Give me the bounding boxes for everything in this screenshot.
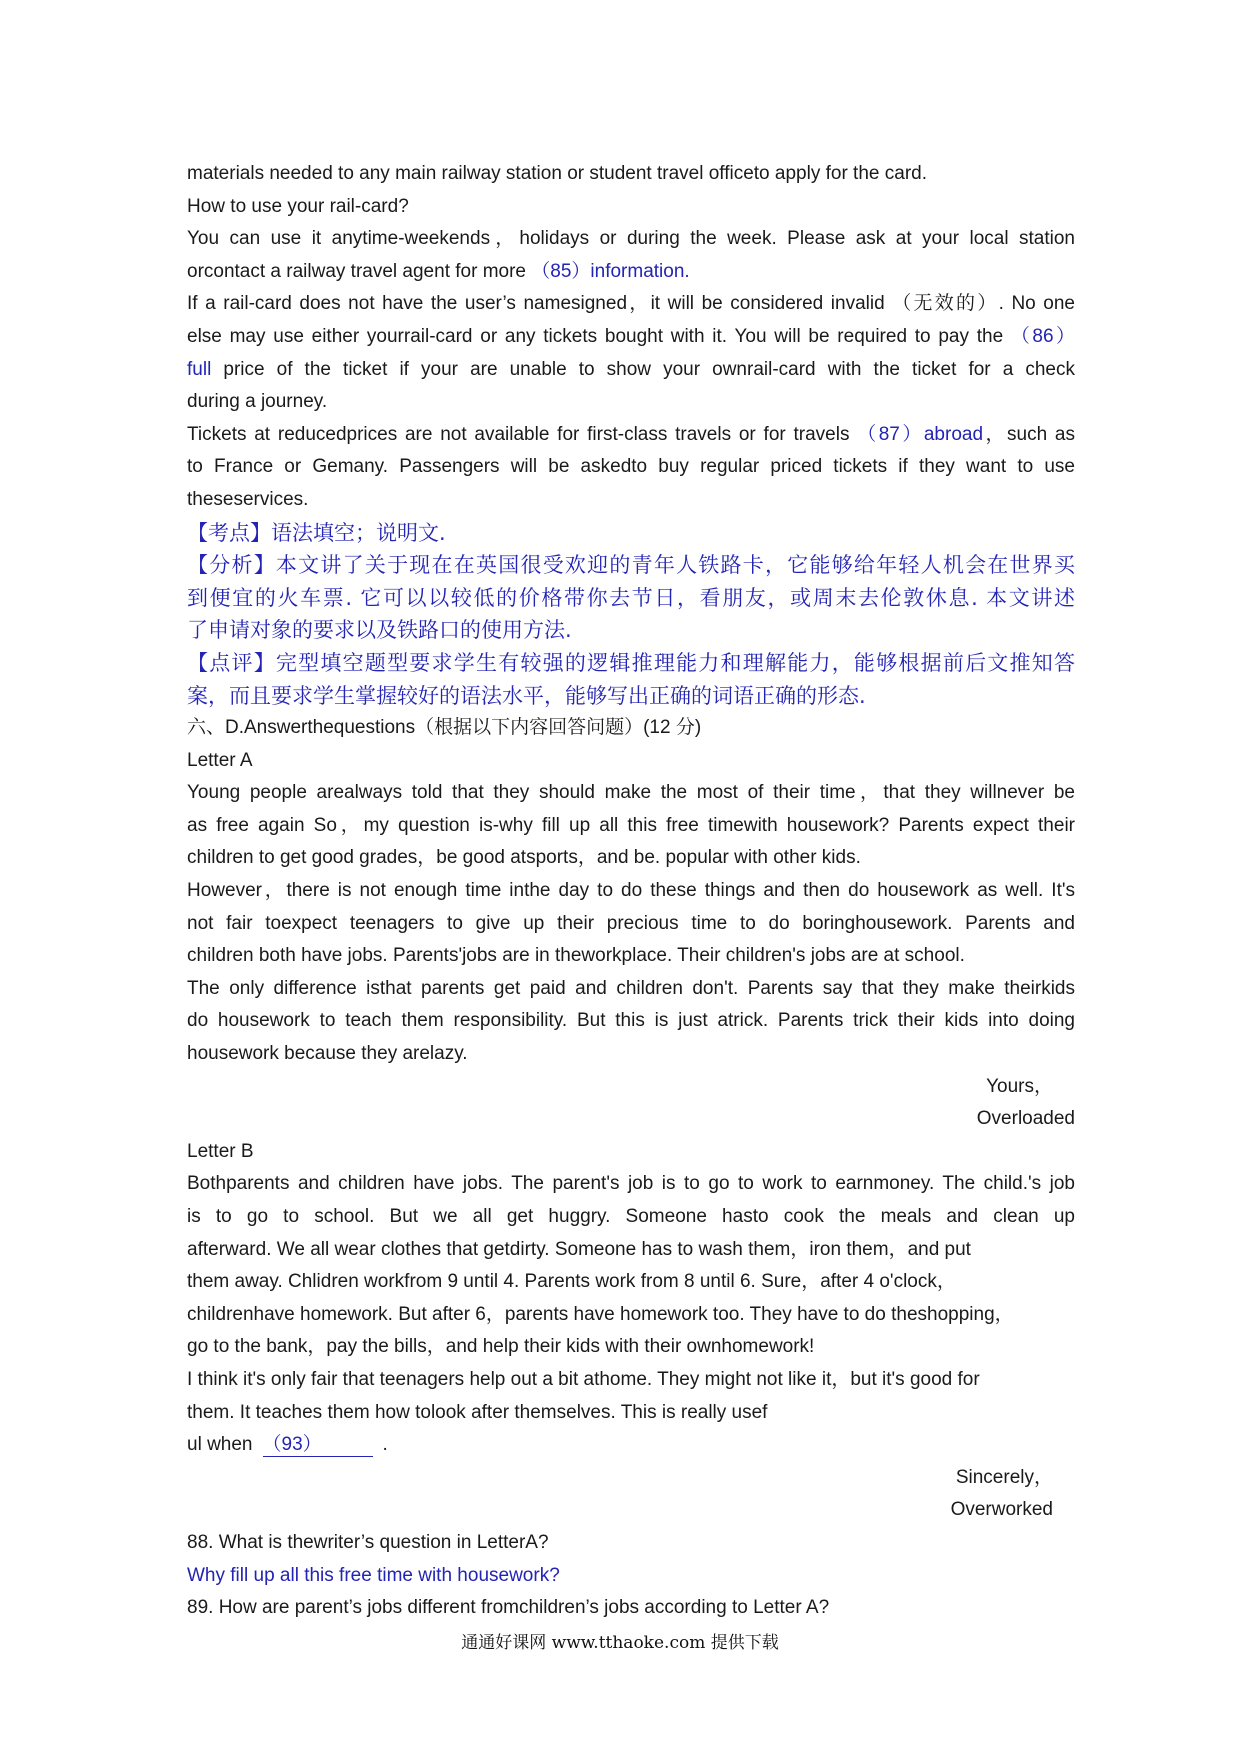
text-line [187,256,1075,289]
analysis-line: 到便宜的火车票. 它可以以较低的价格带你去节日，看朋友，或周末去伦敦休息. 本文讲述 [187,585,1075,610]
answer-86-number: （86） [1010,325,1075,347]
text-line: children to get good grades，be good atsports，and be. popular with other kids. [187,847,861,869]
question-89: 89. How are parent’s jobs different fromchildren’s jobs according to Letter A? [187,1597,830,1619]
page-footer: 通通好课网 www.tthaoke.com 提供下载 [461,1633,779,1653]
text-line [187,419,1075,452]
text-line: Bothparents and children have jobs. The parent's job is to go to work to earnmoney. The child.'s job [187,1173,1075,1195]
text-line: theseservices. [187,488,309,510]
text-line: not fair toexpect teenagers to give up their precious time to do boringhousework. Parents and [187,912,1075,934]
text-line: them. It teaches them how tolook after themselves. This is really usef [187,1401,768,1423]
text-line: If a rail-card does not have the user’s namesigned，it will be considered invalid （无效的）. No one [187,293,1075,315]
text-line: to France or Gemany. Passengers will be askedto buy regular priced tickets if they want to use [187,456,1075,478]
text-segment: . [382,1434,388,1456]
text-segment: ul when [187,1434,253,1456]
text-line [187,354,1075,387]
letter-b-title: Letter B [187,1140,254,1162]
text-line: children both have jobs. Parents'jobs are in theworkplace. Their children's jobs are at school. [187,945,965,967]
question-88: 88. What is thewriter’s question in LetterA? [187,1531,549,1553]
comment-line: 案，而且要求学生掌握较好的语法水平，能够写出正确的词语正确的形态. [187,683,866,708]
text-line: during a journey. [187,391,328,413]
answer-blank-93: （93） [263,1434,373,1457]
analysis-line: 【分析】本文讲了关于现在在英国很受欢迎的青年人铁路卡，它能够给年轻人机会在世界买 [187,553,1075,578]
text-line: How to use your rail-card? [187,195,409,217]
text-line: housework because they arelazy. [187,1043,468,1065]
text-line: them away. Chlidren workfrom 9 until 4. Parents work from 8 until 6. Sure，after 4 o'clock， [187,1271,956,1293]
letter-a-closing: Yours， [986,1075,1053,1097]
answer-86: full [187,358,212,380]
letter-a-signature: Overloaded [976,1108,1075,1130]
text-segment: Tickets at reducedprices are not available for first-class travels or for travels [187,423,850,445]
text-line: I think it's only fair that teenagers help out a bit athome. They might not like it，but it's good for [187,1368,980,1390]
text-line: The only difference isthat parents get paid and children don't. Parents say that they make theirkids [187,977,1075,999]
text-line: as free again So，my question is-why fill up all this free timewith housework? Parents expect their [187,814,1075,836]
answer-88: Why fill up all this free time with housework? [187,1564,560,1586]
answer-85: （85）information. [531,260,690,282]
text-line: is to go to school. But we all get huggry. Someone hasto cook the meals and clean up [187,1206,1075,1227]
letter-b-signature: Overworked [950,1499,1053,1521]
text-line [187,321,1075,354]
text-segment: orcontact a railway travel agent for more [187,260,526,282]
section-heading: 六、D.Answerthequestions（根据以下内容回答问题）(12 分) [187,717,702,739]
text-line: materials needed to any main railway station or student travel officeto apply for the card. [187,163,927,184]
text-line: Young people arealways told that they should make the most of their time，that they willnever be [187,782,1075,804]
text-line [187,1429,1075,1462]
text-segment: price of the ticket if your are unable to show your ownrail-card with the ticket for a check [223,358,1075,380]
text-line: afterward. We all wear clothes that getdirty. Someone has to wash them，iron them，and put [187,1238,971,1260]
letter-b-closing: Sincerely， [955,1466,1053,1488]
comment-line: 【点评】完型填空题型要求学生有较强的逻辑推理能力和理解能力，能够根据前后文推知答 [187,650,1075,675]
text-line: However，there is not enough time inthe day to do these things and then do housework as well. It's [187,880,1075,902]
text-line: do housework to teach them responsibility. But this is just atrick. Parents trick their kids into doing [187,1010,1075,1032]
document-body [187,158,1075,1625]
text-segment: else may use either yourrail-card or any tickets bought with it. You will be required to pay the [187,325,1004,347]
analysis-topic: 【考点】语法填空；说明文. [187,520,446,545]
text-line: You can use it anytime-weekends，holidays or during the week. Please ask at your local station [187,228,1075,250]
text-line: childrenhave homework. But after 6，parents have homework too. They have to do theshopping， [187,1303,1014,1325]
letter-a-title: Letter A [187,749,253,771]
analysis-line: 了申请对象的要求以及铁路口的使用方法. [187,618,572,643]
text-segment: ，such as [983,423,1076,445]
answer-87: （87）abroad [857,423,984,445]
text-line: go to the bank，pay the bills，and help their kids with their ownhomework! [187,1336,815,1358]
